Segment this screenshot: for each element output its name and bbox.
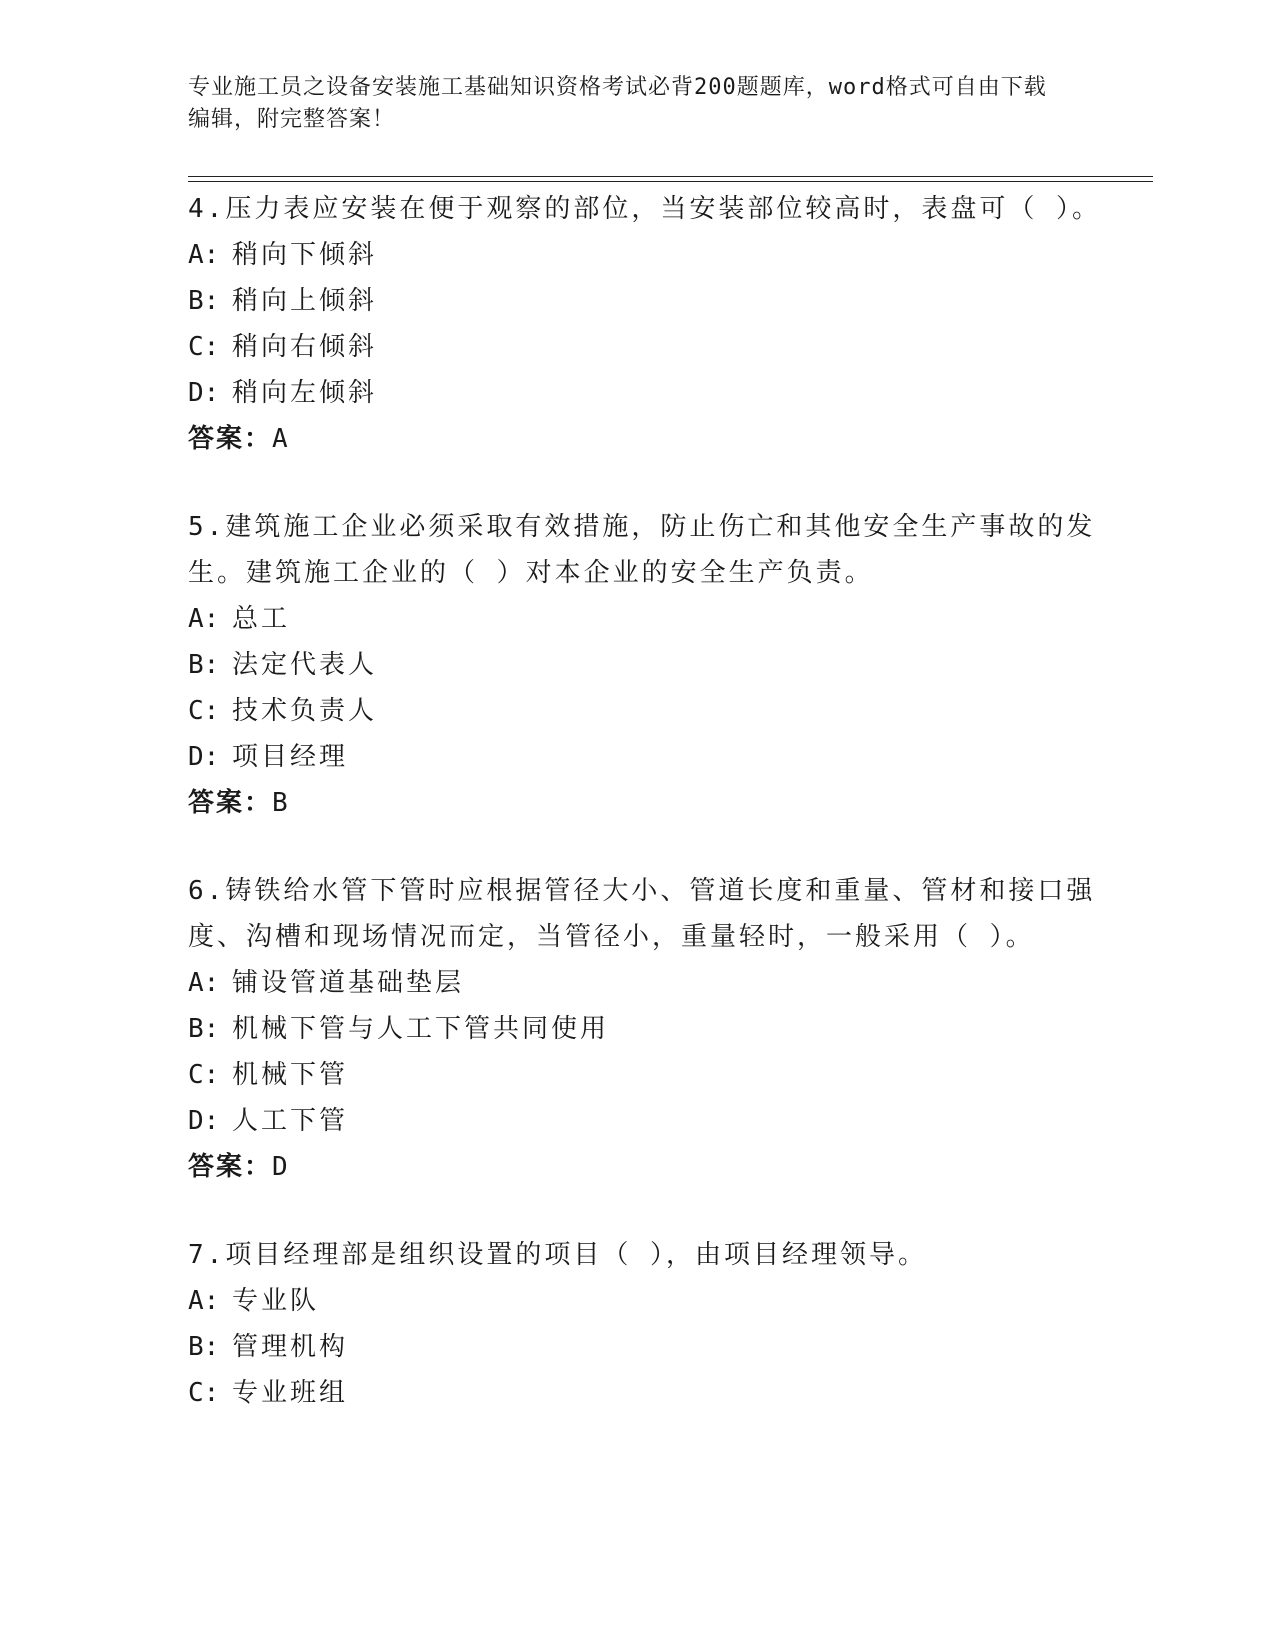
option-text: 项目经理 bbox=[232, 742, 349, 772]
question-7 bbox=[188, 1232, 1108, 1416]
answer-line bbox=[188, 780, 1108, 826]
option-d bbox=[188, 370, 1108, 416]
option-label: C: bbox=[188, 696, 220, 726]
option-b bbox=[188, 1006, 1108, 1052]
question-text: 铸铁给水管下管时应根据管径大小、管道长度和重量、管材和接口强度、沟槽和现场情况而定，当管径小，重量轻时，一般采用（ ）。 bbox=[188, 876, 1096, 952]
question-number: 6. bbox=[188, 876, 226, 906]
answer-line bbox=[188, 1144, 1108, 1190]
question-stem bbox=[188, 1232, 1108, 1278]
option-b bbox=[188, 642, 1108, 688]
option-text: 管理机构 bbox=[232, 1332, 349, 1362]
option-label: A: bbox=[188, 604, 220, 634]
question-text: 项目经理部是组织设置的项目（ ），由项目经理领导。 bbox=[225, 1240, 927, 1270]
option-label: B: bbox=[188, 1332, 220, 1362]
option-text: 总工 bbox=[232, 604, 291, 634]
option-text: 稍向上倾斜 bbox=[232, 286, 378, 316]
option-label: D: bbox=[188, 378, 220, 408]
option-label: A: bbox=[188, 1286, 220, 1316]
option-label: D: bbox=[188, 1106, 220, 1136]
option-a bbox=[188, 596, 1108, 642]
question-5 bbox=[188, 504, 1108, 826]
option-b bbox=[188, 1324, 1108, 1370]
option-text: 专业队 bbox=[232, 1286, 320, 1316]
question-stem bbox=[188, 504, 1108, 596]
option-label: C: bbox=[188, 1378, 220, 1408]
option-label: B: bbox=[188, 650, 220, 680]
option-label: A: bbox=[188, 968, 220, 998]
option-label: C: bbox=[188, 332, 220, 362]
question-stem bbox=[188, 868, 1108, 960]
header-divider-bottom bbox=[188, 181, 1153, 182]
question-text: 建筑施工企业必须采取有效措施，防止伤亡和其他安全生产事故的发生。建筑施工企业的（ ）对本企业的安全生产负责。 bbox=[188, 512, 1096, 588]
option-text: 专业班组 bbox=[232, 1378, 349, 1408]
option-text: 技术负责人 bbox=[232, 696, 378, 726]
answer-value: B bbox=[272, 788, 289, 818]
option-d bbox=[188, 1098, 1108, 1144]
answer-value: A bbox=[272, 424, 289, 454]
header-title: 专业施工员之设备安装施工基础知识资格考试必背200题题库，word格式可自由下载编辑，附完整答案！ bbox=[188, 75, 1047, 132]
option-c bbox=[188, 324, 1108, 370]
question-text: 压力表应安装在便于观察的部位，当安装部位较高时，表盘可（ ）。 bbox=[225, 194, 1101, 224]
answer-label: 答案： bbox=[188, 424, 273, 454]
header-divider-top bbox=[188, 176, 1153, 177]
question-number: 5. bbox=[188, 512, 226, 542]
answer-value: D bbox=[272, 1152, 289, 1182]
option-d bbox=[188, 734, 1108, 780]
question-number: 7. bbox=[188, 1240, 226, 1270]
option-label: B: bbox=[188, 1014, 220, 1044]
document-header bbox=[188, 72, 1068, 136]
question-6 bbox=[188, 868, 1108, 1190]
option-b bbox=[188, 278, 1108, 324]
question-list bbox=[188, 186, 1108, 1458]
option-text: 稍向左倾斜 bbox=[232, 378, 378, 408]
question-number: 4. bbox=[188, 194, 226, 224]
option-text: 法定代表人 bbox=[232, 650, 378, 680]
option-label: B: bbox=[188, 286, 220, 316]
option-text: 机械下管 bbox=[232, 1060, 349, 1090]
option-text: 人工下管 bbox=[232, 1106, 349, 1136]
option-text: 铺设管道基础垫层 bbox=[232, 968, 465, 998]
option-c bbox=[188, 1052, 1108, 1098]
answer-line bbox=[188, 416, 1108, 462]
answer-label: 答案： bbox=[188, 788, 273, 818]
option-label: A: bbox=[188, 240, 220, 270]
option-c bbox=[188, 1370, 1108, 1416]
option-label: C: bbox=[188, 1060, 220, 1090]
option-a bbox=[188, 232, 1108, 278]
option-text: 稍向下倾斜 bbox=[232, 240, 378, 270]
option-label: D: bbox=[188, 742, 220, 772]
option-text: 机械下管与人工下管共同使用 bbox=[232, 1014, 610, 1044]
option-text: 稍向右倾斜 bbox=[232, 332, 378, 362]
question-stem bbox=[188, 186, 1108, 232]
option-a bbox=[188, 960, 1108, 1006]
option-a bbox=[188, 1278, 1108, 1324]
question-4 bbox=[188, 186, 1108, 462]
answer-label: 答案： bbox=[188, 1152, 273, 1182]
option-c bbox=[188, 688, 1108, 734]
